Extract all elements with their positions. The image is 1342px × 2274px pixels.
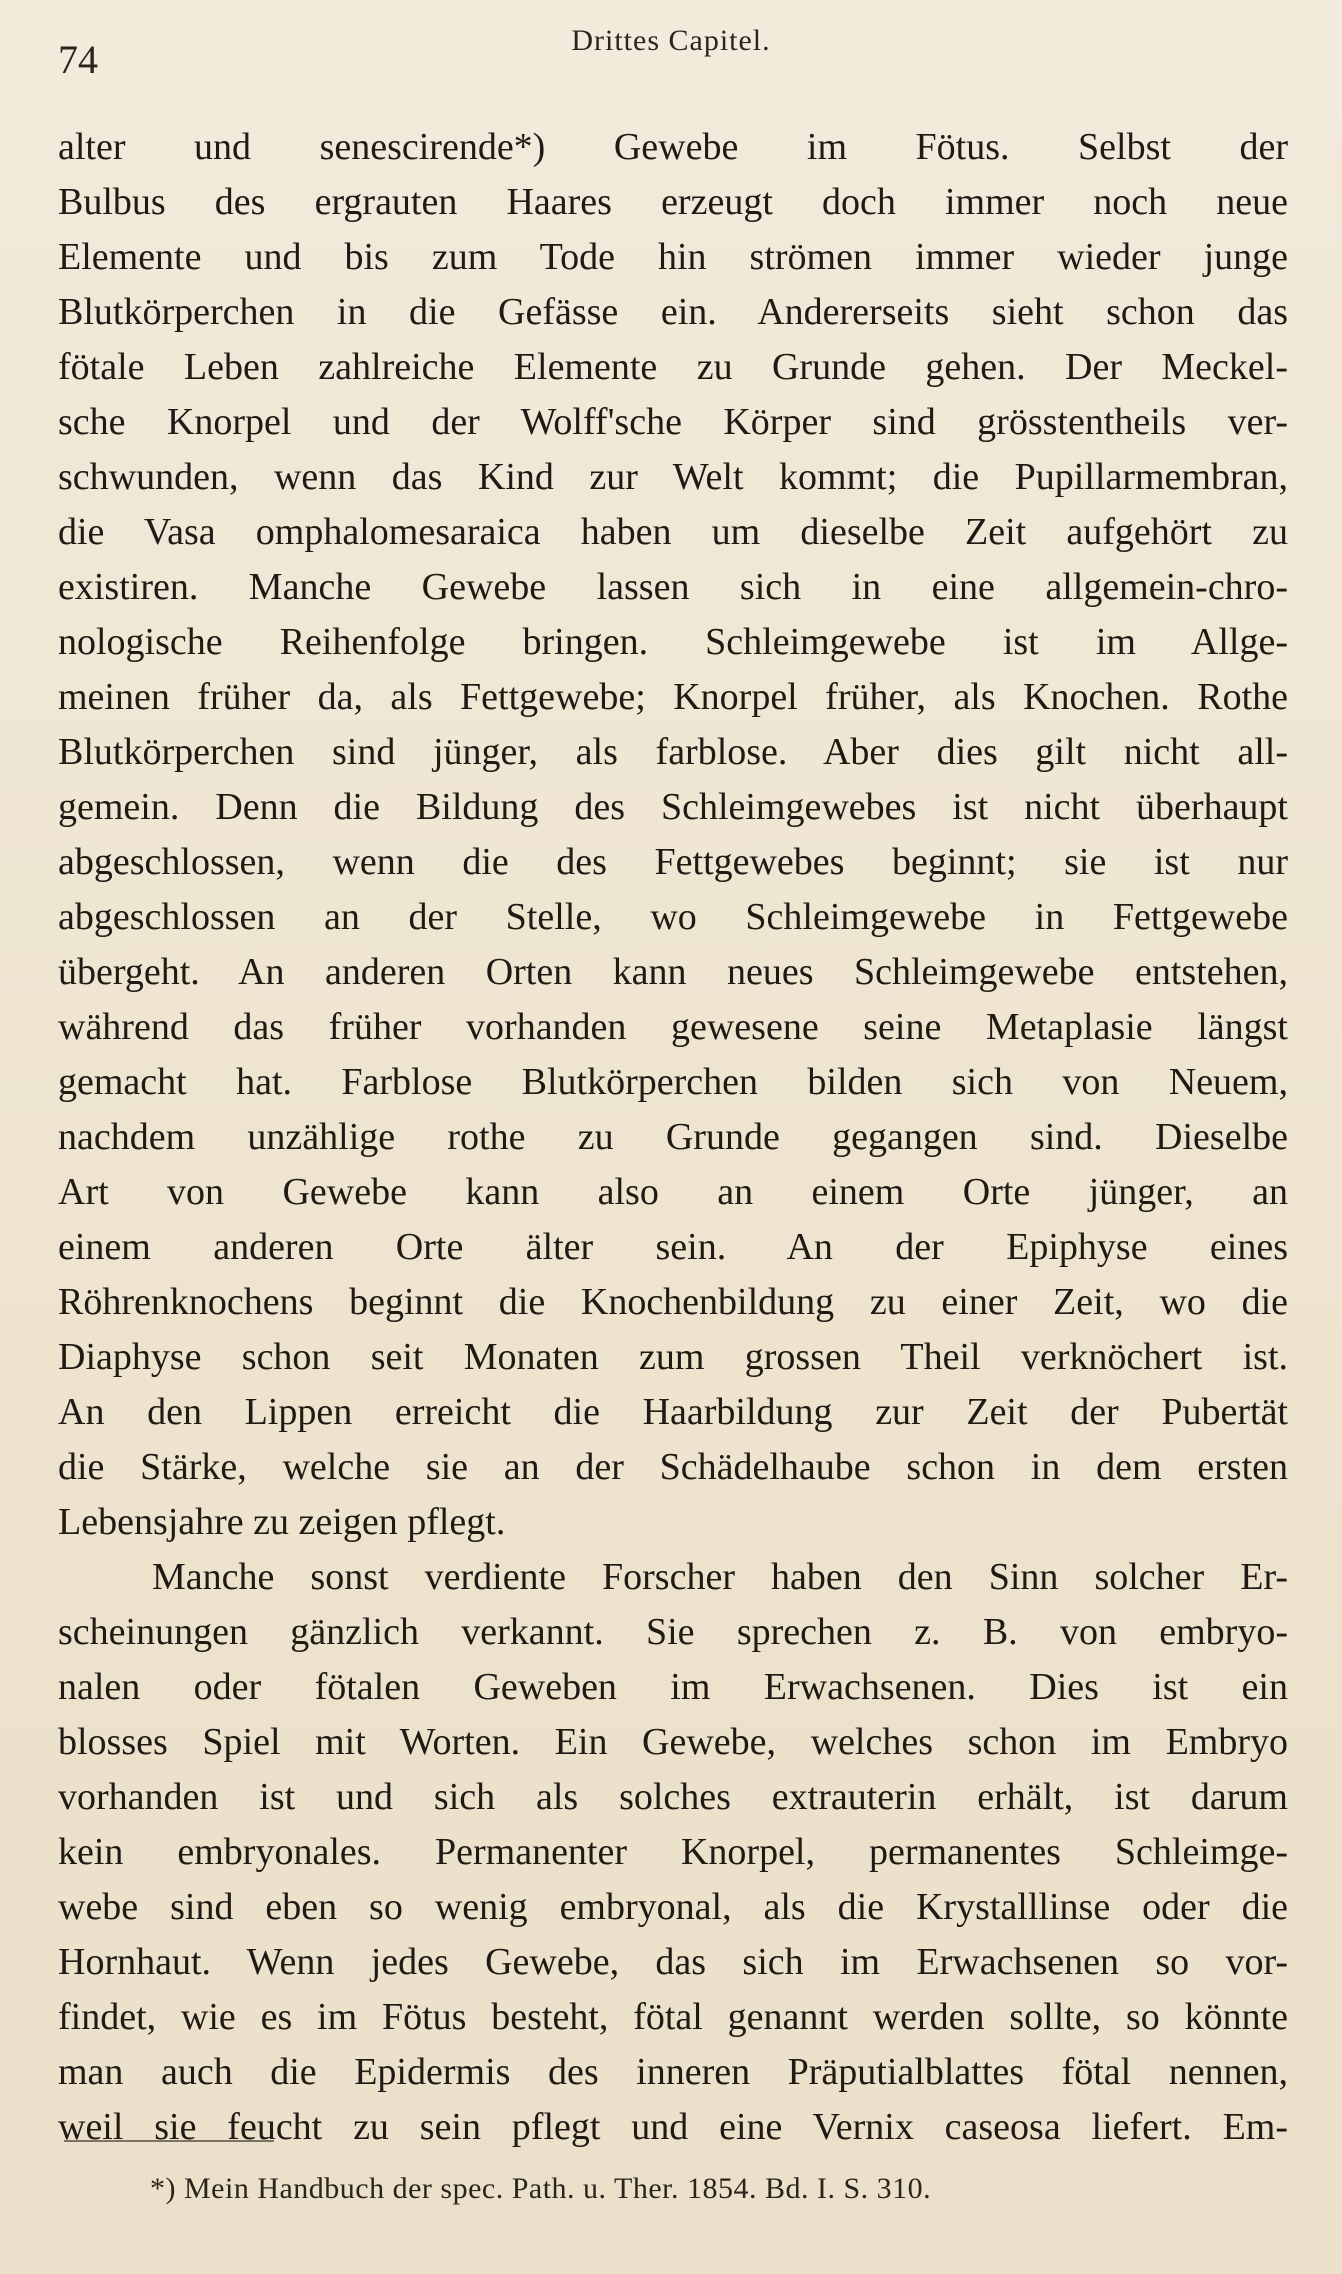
text-line: nalen oder fötalen Geweben im Erwachsenen. Dies ist ein <box>58 1666 1288 1708</box>
text-line: kein embryonales. Permanenter Knorpel, permanentes Schleimge- <box>58 1831 1288 1873</box>
text-line: einem anderen Orte älter sein. An der Epiphyse eines <box>58 1226 1288 1268</box>
text-line: die Stärke, welche sie an der Schädelhaube schon in dem ersten <box>58 1446 1288 1488</box>
text-line: meinen früher da, als Fettgewebe; Knorpel früher, als Knochen. Rothe <box>58 676 1288 718</box>
text-line: existiren. Manche Gewebe lassen sich in eine allgemein-chro- <box>58 566 1288 608</box>
footnote-rule <box>64 2140 274 2142</box>
page-number: 74 <box>58 37 98 82</box>
text-line: An den Lippen erreicht die Haarbildung zur Zeit der Pubertät <box>58 1391 1288 1433</box>
text-line: sche Knorpel und der Wolff'sche Körper sind grösstentheils ver- <box>58 401 1288 443</box>
text-line: gemacht hat. Farblose Blutkörperchen bilden sich von Neuem, <box>58 1061 1288 1103</box>
text-line: findet, wie es im Fötus besteht, fötal genannt werden sollte, so könnte <box>58 1996 1288 2038</box>
text-line: blosses Spiel mit Worten. Ein Gewebe, welches schon im Embryo <box>58 1721 1288 1763</box>
text-line: schwunden, wenn das Kind zur Welt kommt; die Pupillarmembran, <box>58 456 1288 498</box>
text-line: Hornhaut. Wenn jedes Gewebe, das sich im Erwachsenen so vor- <box>58 1941 1288 1983</box>
text-line: man auch die Epidermis des inneren Präputialblattes fötal nennen, <box>58 2051 1288 2093</box>
text-line: abgeschlossen an der Stelle, wo Schleimgewebe in Fettgewebe <box>58 896 1288 938</box>
text-line: weil sie feucht zu sein pflegt und eine Vernix caseosa liefert. Em- <box>58 2106 1288 2148</box>
text-line: Blutkörperchen sind jünger, als farblose. Aber dies gilt nicht all- <box>58 731 1288 773</box>
text-line: die Vasa omphalomesaraica haben um dieselbe Zeit aufgehört zu <box>58 511 1288 553</box>
body-text <box>58 120 1288 2155</box>
paragraph <box>58 1550 1288 2155</box>
text-line: während das früher vorhanden gewesene seine Metaplasie längst <box>58 1006 1288 1048</box>
running-head: Drittes Capitel. <box>571 24 771 57</box>
footnote: *) Mein Handbuch der spec. Path. u. Ther. 1854. Bd. I. S. 310. <box>150 2172 932 2205</box>
text-line: nologische Reihenfolge bringen. Schleimgewebe ist im Allge- <box>58 621 1288 663</box>
text-line: nachdem unzählige rothe zu Grunde gegangen sind. Dieselbe <box>58 1116 1288 1158</box>
text-line: scheinungen gänzlich verkannt. Sie sprechen z. B. von embryo- <box>58 1611 1288 1653</box>
paragraph <box>58 120 1288 1550</box>
text-line: Lebensjahre zu zeigen pflegt. <box>58 1501 506 1543</box>
text-line: übergeht. An anderen Orten kann neues Schleimgewebe entstehen, <box>58 951 1288 993</box>
text-line: Diaphyse schon seit Monaten zum grossen Theil verknöchert ist. <box>58 1336 1288 1378</box>
text-line: Elemente und bis zum Tode hin strömen immer wieder junge <box>58 236 1288 278</box>
text-line: Bulbus des ergrauten Haares erzeugt doch immer noch neue <box>58 181 1288 223</box>
text-line: Röhrenknochens beginnt die Knochenbildung zu einer Zeit, wo die <box>58 1281 1288 1323</box>
text-line: vorhanden ist und sich als solches extrauterin erhält, ist darum <box>58 1776 1288 1818</box>
text-line: Art von Gewebe kann also an einem Orte jünger, an <box>58 1171 1288 1213</box>
text-line: Manche sonst verdiente Forscher haben den Sinn solcher Er- <box>152 1556 1288 1598</box>
text-line: gemein. Denn die Bildung des Schleimgewebes ist nicht überhaupt <box>58 786 1288 828</box>
text-line: fötale Leben zahlreiche Elemente zu Grunde gehen. Der Meckel- <box>58 346 1288 388</box>
text-line: Blutkörperchen in die Gefässe ein. Andererseits sieht schon das <box>58 291 1288 333</box>
text-line: abgeschlossen, wenn die des Fettgewebes beginnt; sie ist nur <box>58 841 1288 883</box>
text-line: webe sind eben so wenig embryonal, als die Krystalllinse oder die <box>58 1886 1288 1928</box>
text-line: alter und senescirende*) Gewebe im Fötus. Selbst der <box>58 126 1288 168</box>
